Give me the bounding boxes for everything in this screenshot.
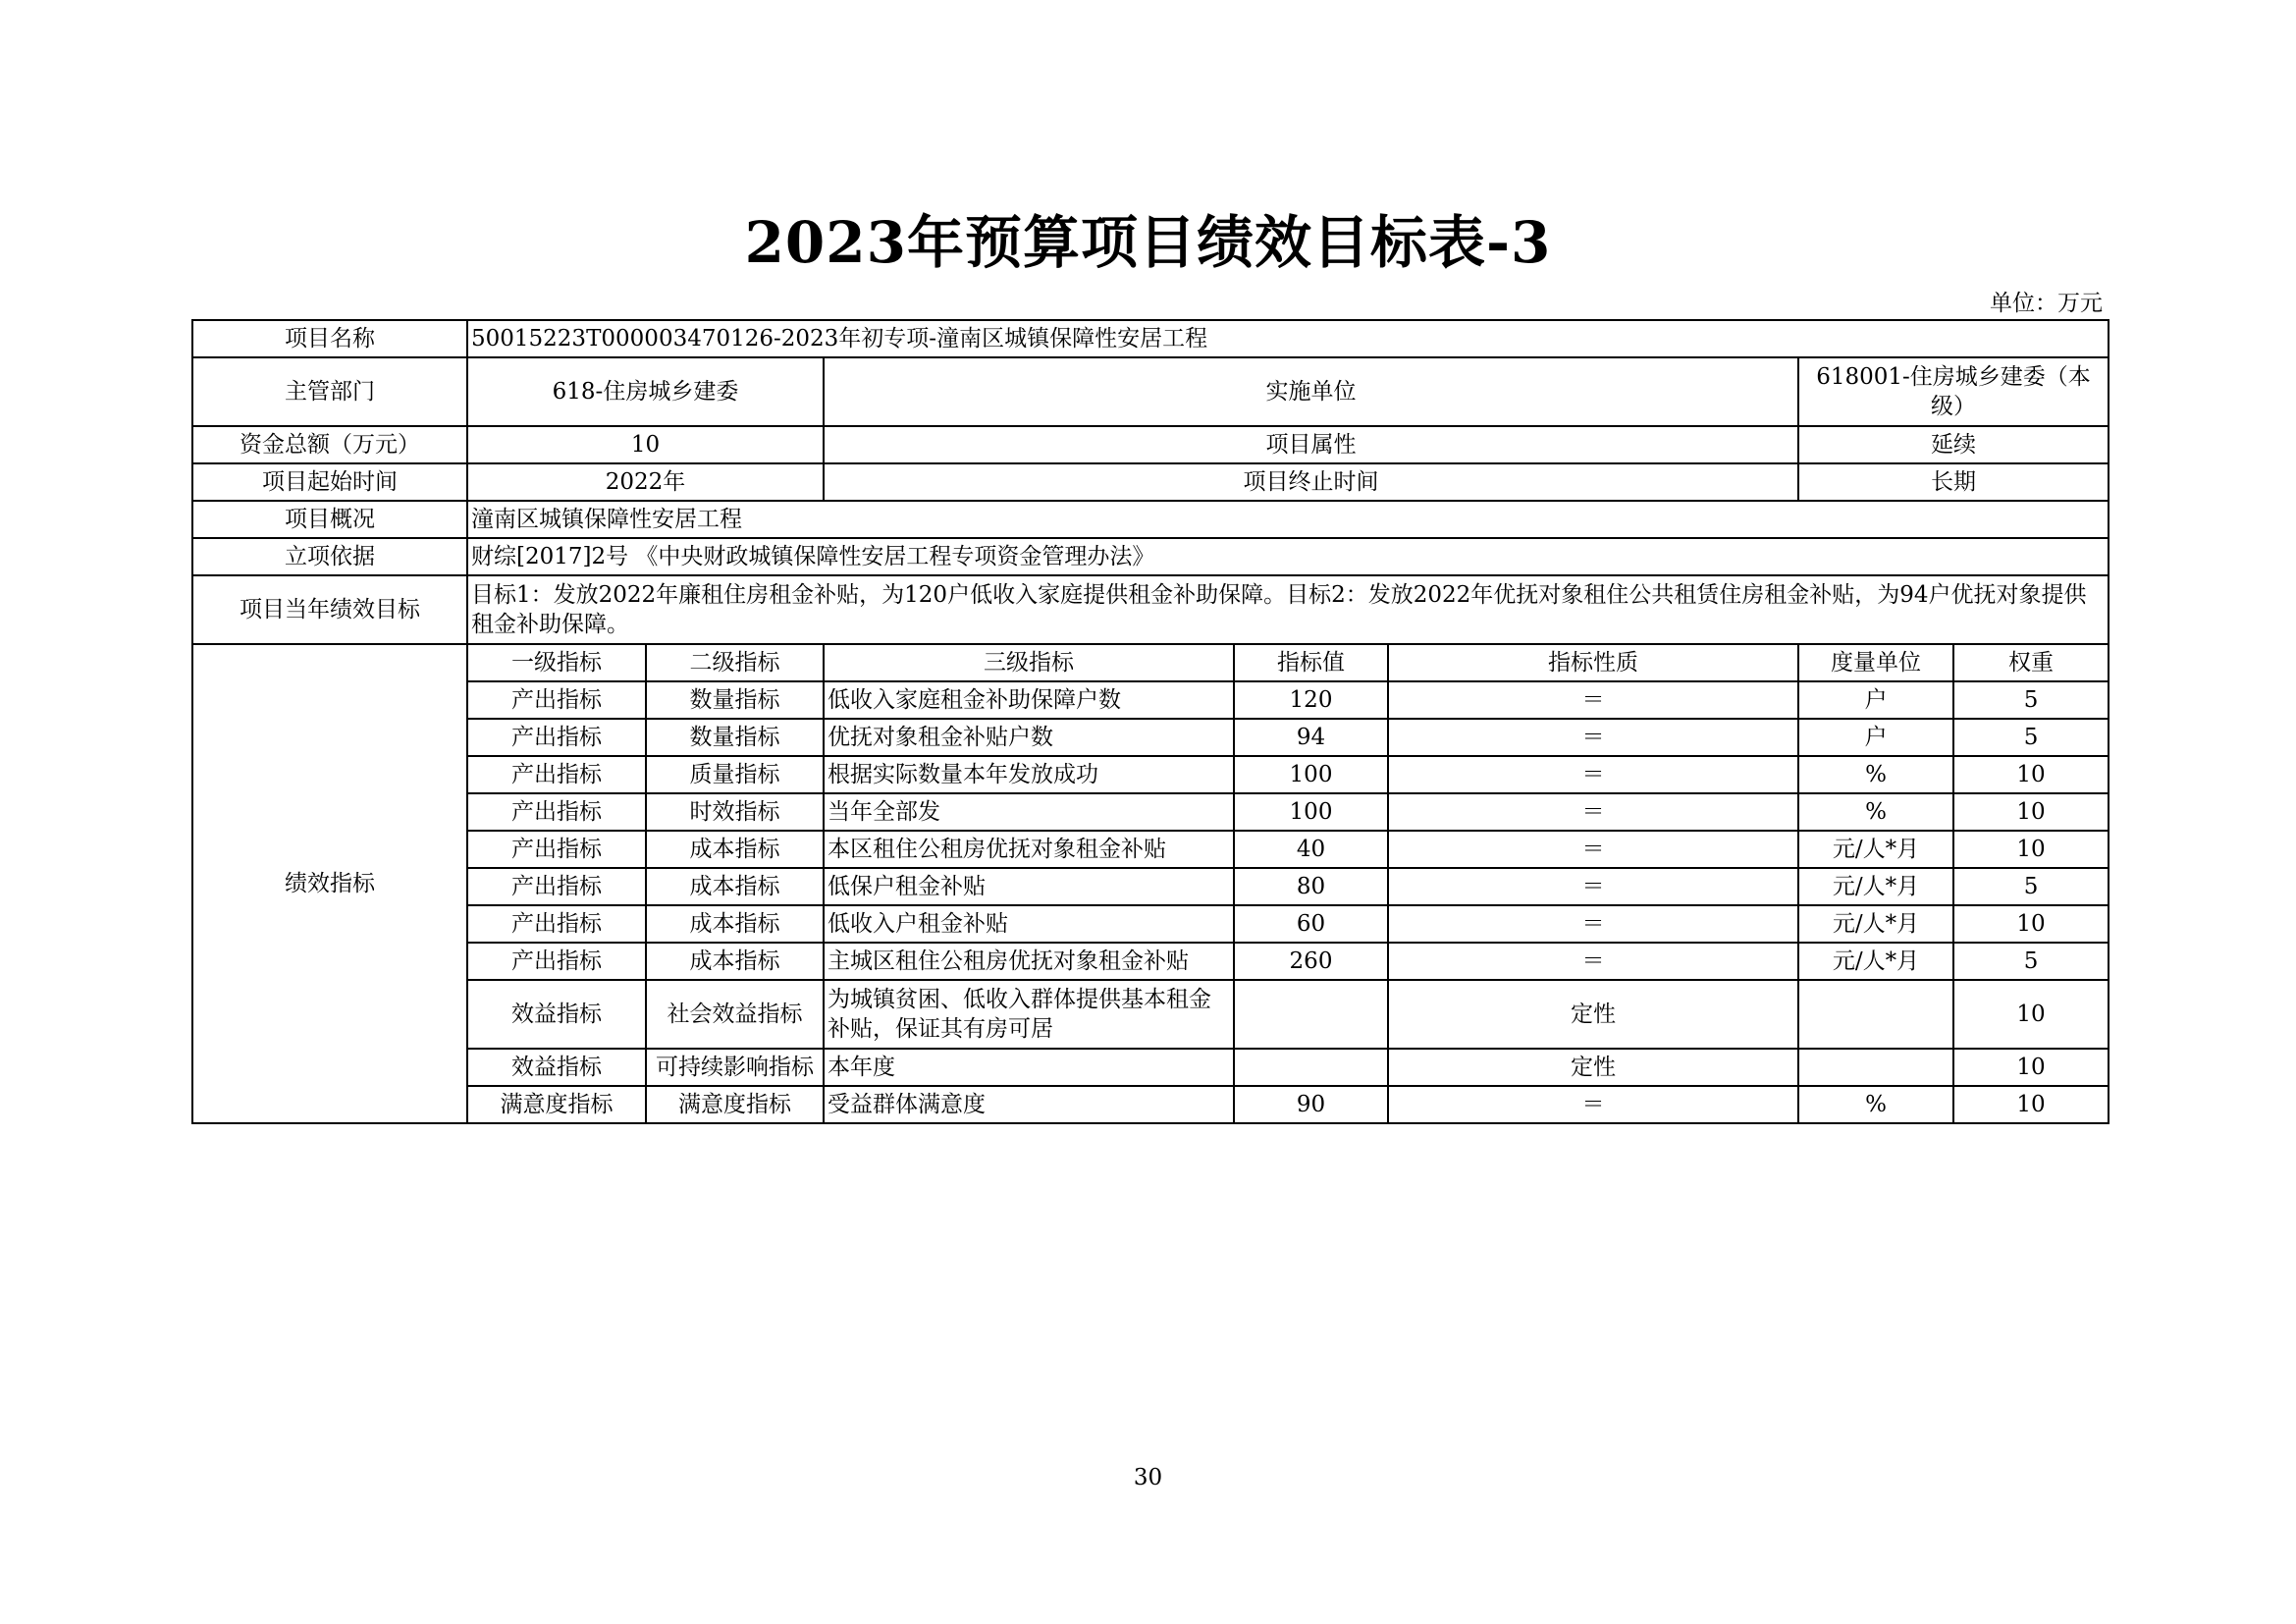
level1-cell: 产出指标	[467, 905, 646, 943]
level1-cell: 产出指标	[467, 793, 646, 831]
nature-cell: ＝	[1388, 719, 1798, 756]
level2-cell: 成本指标	[646, 943, 824, 980]
project-name-value: 50015223T000003470126-2023年初专项-潼南区城镇保障性安居工程	[467, 320, 2109, 357]
basis-value: 财综[2017]2号 《中央财政城镇保障性安居工程专项资金管理办法》	[467, 538, 2109, 575]
value-cell: 40	[1234, 831, 1388, 868]
row-goal	[192, 575, 2109, 644]
table-row	[192, 719, 2109, 756]
unit-cell: %	[1798, 1086, 1953, 1123]
nature-cell: ＝	[1388, 1086, 1798, 1123]
nature-cell: 定性	[1388, 1049, 1798, 1086]
nature-cell: ＝	[1388, 681, 1798, 719]
row-time	[192, 463, 2109, 501]
weight-cell: 5	[1953, 868, 2109, 905]
level2-cell: 数量指标	[646, 681, 824, 719]
table-row	[192, 1049, 2109, 1086]
value-cell: 94	[1234, 719, 1388, 756]
project-name-label: 项目名称	[192, 320, 467, 357]
nature-cell: ＝	[1388, 943, 1798, 980]
table-row	[192, 980, 2109, 1049]
level3-cell: 低保户租金补贴	[824, 868, 1234, 905]
row-department	[192, 357, 2109, 426]
level3-cell: 当年全部发	[824, 793, 1234, 831]
level3-cell: 为城镇贫困、低收入群体提供基本租金补贴，保证其有房可居	[824, 980, 1234, 1049]
level1-cell: 产出指标	[467, 943, 646, 980]
value-cell	[1234, 980, 1388, 1049]
table-row	[192, 1086, 2109, 1123]
unit-cell	[1798, 980, 1953, 1049]
weight-cell: 10	[1953, 793, 2109, 831]
value-cell: 60	[1234, 905, 1388, 943]
level3-cell: 优抚对象租金补贴户数	[824, 719, 1234, 756]
level1-cell: 效益指标	[467, 980, 646, 1049]
value-cell	[1234, 1049, 1388, 1086]
overview-label: 项目概况	[192, 501, 467, 538]
value-cell: 100	[1234, 793, 1388, 831]
level3-cell: 受益群体满意度	[824, 1086, 1234, 1123]
table-row	[192, 943, 2109, 980]
level1-cell: 产出指标	[467, 868, 646, 905]
header-unit: 度量单位	[1798, 644, 1953, 681]
row-basis	[192, 538, 2109, 575]
nature-cell: ＝	[1388, 793, 1798, 831]
goal-value: 目标1：发放2022年廉租住房租金补贴，为120户低收入家庭提供租金补助保障。目标2：发放2022年优抚对象租住公共租赁住房租金补贴，为94户优抚对象提供租金补助保障。	[467, 575, 2109, 644]
table-row	[192, 905, 2109, 943]
value-cell: 80	[1234, 868, 1388, 905]
overview-value: 潼南区城镇保障性安居工程	[467, 501, 2109, 538]
table-row	[192, 868, 2109, 905]
level1-cell: 产出指标	[467, 681, 646, 719]
level2-cell: 时效指标	[646, 793, 824, 831]
level3-cell: 低收入户租金补贴	[824, 905, 1234, 943]
weight-cell: 10	[1953, 980, 2109, 1049]
header-value: 指标值	[1234, 644, 1388, 681]
table-row	[192, 831, 2109, 868]
impl-value: 618001-住房城乡建委（本级）	[1798, 357, 2109, 426]
goal-label: 项目当年绩效目标	[192, 575, 467, 644]
fund-label: 资金总额（万元）	[192, 426, 467, 463]
level2-cell: 数量指标	[646, 719, 824, 756]
header-level3: 三级指标	[824, 644, 1234, 681]
unit-cell: 元/人*月	[1798, 943, 1953, 980]
level2-cell: 可持续影响指标	[646, 1049, 824, 1086]
end-label: 项目终止时间	[824, 463, 1798, 501]
indicator-header-row	[192, 644, 2109, 681]
performance-table	[191, 319, 2109, 1124]
nature-cell: 定性	[1388, 980, 1798, 1049]
level1-cell: 满意度指标	[467, 1086, 646, 1123]
unit-cell: 元/人*月	[1798, 868, 1953, 905]
impl-label: 实施单位	[824, 357, 1798, 426]
level2-cell: 成本指标	[646, 831, 824, 868]
row-overview	[192, 501, 2109, 538]
attr-label: 项目属性	[824, 426, 1798, 463]
indicators-section-label: 绩效指标	[192, 644, 467, 1123]
unit-cell	[1798, 1049, 1953, 1086]
weight-cell: 10	[1953, 756, 2109, 793]
level3-cell: 本区租住公租房优抚对象租金补贴	[824, 831, 1234, 868]
level2-cell: 质量指标	[646, 756, 824, 793]
level3-cell: 根据实际数量本年发放成功	[824, 756, 1234, 793]
row-fund	[192, 426, 2109, 463]
nature-cell: ＝	[1388, 868, 1798, 905]
value-cell: 260	[1234, 943, 1388, 980]
table-row	[192, 756, 2109, 793]
level3-cell: 主城区租住公租房优抚对象租金补贴	[824, 943, 1234, 980]
unit-cell: 元/人*月	[1798, 831, 1953, 868]
level1-cell: 效益指标	[467, 1049, 646, 1086]
value-cell: 90	[1234, 1086, 1388, 1123]
unit-cell: 户	[1798, 681, 1953, 719]
level2-cell: 成本指标	[646, 905, 824, 943]
unit-cell: %	[1798, 793, 1953, 831]
weight-cell: 5	[1953, 681, 2109, 719]
header-weight: 权重	[1953, 644, 2109, 681]
nature-cell: ＝	[1388, 756, 1798, 793]
attr-value: 延续	[1798, 426, 2109, 463]
weight-cell: 10	[1953, 905, 2109, 943]
weight-cell: 10	[1953, 1086, 2109, 1123]
weight-cell: 10	[1953, 831, 2109, 868]
unit-label: 单位：万元	[1990, 291, 2103, 316]
table-row	[192, 681, 2109, 719]
value-cell: 120	[1234, 681, 1388, 719]
level3-cell: 本年度	[824, 1049, 1234, 1086]
weight-cell: 5	[1953, 943, 2109, 980]
level1-cell: 产出指标	[467, 831, 646, 868]
page-number: 30	[1133, 1465, 1163, 1490]
header-level1: 一级指标	[467, 644, 646, 681]
nature-cell: ＝	[1388, 831, 1798, 868]
end-value: 长期	[1798, 463, 2109, 501]
basis-label: 立项依据	[192, 538, 467, 575]
header-level2: 二级指标	[646, 644, 824, 681]
page-title: 2023年预算项目绩效目标表-3	[744, 209, 1552, 276]
level1-cell: 产出指标	[467, 756, 646, 793]
nature-cell: ＝	[1388, 905, 1798, 943]
level3-cell: 低收入家庭租金补助保障户数	[824, 681, 1234, 719]
row-project-name	[192, 320, 2109, 357]
unit-cell: 户	[1798, 719, 1953, 756]
value-cell: 100	[1234, 756, 1388, 793]
dept-value: 618-住房城乡建委	[467, 357, 824, 426]
fund-value: 10	[467, 426, 824, 463]
unit-cell: 元/人*月	[1798, 905, 1953, 943]
start-value: 2022年	[467, 463, 824, 501]
unit-cell: %	[1798, 756, 1953, 793]
dept-label: 主管部门	[192, 357, 467, 426]
level2-cell: 满意度指标	[646, 1086, 824, 1123]
weight-cell: 10	[1953, 1049, 2109, 1086]
start-label: 项目起始时间	[192, 463, 467, 501]
header-nature: 指标性质	[1388, 644, 1798, 681]
level2-cell: 社会效益指标	[646, 980, 824, 1049]
level2-cell: 成本指标	[646, 868, 824, 905]
level1-cell: 产出指标	[467, 719, 646, 756]
table-row	[192, 793, 2109, 831]
weight-cell: 5	[1953, 719, 2109, 756]
